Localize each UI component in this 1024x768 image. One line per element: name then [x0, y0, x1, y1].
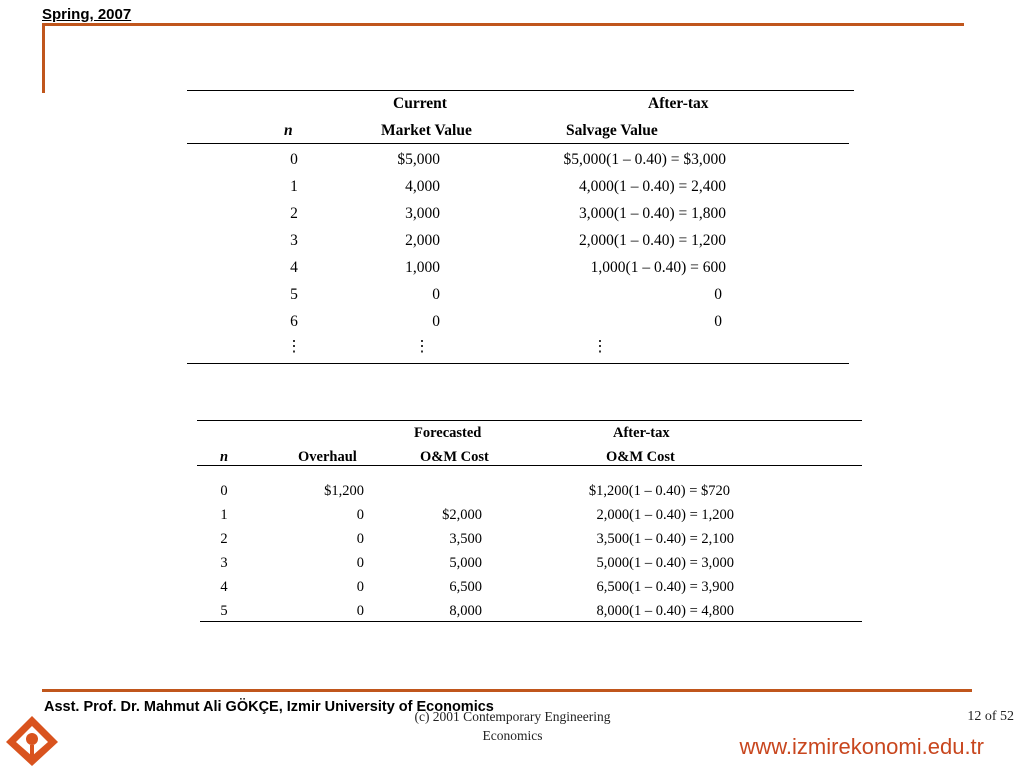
table2-aftertax-cell: 3,500(1 – 0.40) = 2,100: [596, 531, 734, 547]
table1-header-market-value: Market Value: [381, 122, 472, 139]
table1-n-cell: 4: [290, 259, 298, 276]
table2-overhaul-cell: 0: [356, 579, 364, 595]
table1-n-cell: 1: [290, 178, 298, 195]
table2-n-cell: 2: [220, 531, 228, 547]
page-indicator: [967, 709, 1014, 725]
table1-bottom-rule: [187, 363, 849, 364]
table1-header-aftertax: After-tax: [648, 95, 709, 112]
table2-n-cell: 5: [220, 603, 228, 619]
table2-om-cell: 8,000: [449, 603, 482, 619]
table1-ellipsis-market: ⋮: [414, 338, 430, 355]
table1-n-cell: 6: [290, 313, 298, 330]
copyright-line-1: (c) 2001 Contemporary Engineering: [414, 709, 611, 724]
table2-n-cell: 4: [220, 579, 228, 595]
table2-header-rule: [197, 465, 862, 466]
table2-header-forecasted: Forecasted: [414, 425, 482, 441]
table2-overhaul-cell: 0: [356, 555, 364, 571]
table1-salvage-cell: 3,000(1 – 0.40) = 1,800: [579, 205, 726, 222]
table2-overhaul-cell: $1,200: [324, 483, 364, 499]
table1-salvage-cell: 1,000(1 – 0.40) = 600: [590, 259, 726, 276]
page-number: 12: [967, 709, 982, 724]
table1-salvage-cell: 2,000(1 – 0.40) = 1,200: [579, 232, 726, 249]
table2-om-cell: 5,000: [449, 555, 482, 571]
table2-n-cell: 3: [220, 555, 228, 571]
table1-header-current: Current: [393, 95, 447, 112]
footer-accent-rule: [42, 689, 972, 692]
table2-bottom-rule: [200, 621, 862, 622]
table1-market-cell: 2,000: [405, 232, 440, 249]
table2-om-cell: 6,500: [449, 579, 482, 595]
table1-n-cell: 5: [290, 286, 298, 303]
table2-aftertax-cell: $1,200(1 – 0.40) = $720: [588, 483, 730, 499]
table1-n-cell: 0: [290, 151, 298, 168]
table1-ellipsis-n: ⋮: [286, 338, 302, 355]
table2-n-cell: 1: [220, 507, 228, 523]
table1-n-cell: 3: [290, 232, 298, 249]
table1-market-cell: 3,000: [405, 205, 440, 222]
table1-ellipsis-salvage: ⋮: [592, 338, 608, 355]
table2-aftertax-cell: 8,000(1 – 0.40) = 4,800: [596, 603, 734, 619]
left-accent-rule: [42, 23, 45, 93]
table2-top-rule: [197, 420, 862, 421]
table1-salvage-cell: 4,000(1 – 0.40) = 2,400: [579, 178, 726, 195]
table2-om-cell: 3,500: [449, 531, 482, 547]
table1-market-cell: 1,000: [405, 259, 440, 276]
table2-overhaul-cell: 0: [356, 507, 364, 523]
table1-top-rule: [187, 90, 854, 91]
table2-aftertax-cell: 2,000(1 – 0.40) = 1,200: [596, 507, 734, 523]
page-total: 52: [1000, 709, 1014, 724]
table2-header-om-cost-aftertax: O&M Cost: [606, 449, 675, 465]
slide-header-label: Spring, 2007: [42, 6, 132, 23]
table2-n-cell: 0: [220, 483, 228, 499]
copyright-line-2: Economics: [482, 728, 543, 743]
top-accent-rule: [42, 23, 964, 26]
table1-header-salvage-value: Salvage Value: [566, 122, 658, 139]
table2-header-n: n: [220, 449, 229, 465]
table1-salvage-cell: $5,000(1 – 0.40) = $3,000: [563, 151, 726, 168]
table2-header-overhaul: Overhaul: [298, 449, 357, 465]
table1-salvage-cell: 0: [714, 313, 722, 330]
izmir-economics-logo-icon: [2, 712, 62, 768]
table2-overhaul-cell: 0: [356, 603, 364, 619]
table1-market-cell: $5,000: [397, 151, 440, 168]
table1-header-rule: [187, 143, 849, 144]
table1-market-cell: 0: [432, 286, 440, 303]
table1-market-cell: 0: [432, 313, 440, 330]
university-url[interactable]: www.izmirekonomi.edu.tr: [739, 734, 984, 759]
page-of: of: [984, 709, 997, 724]
table1-salvage-cell: 0: [714, 286, 722, 303]
table1-n-cell: 2: [290, 205, 298, 222]
table2-header-aftertax: After-tax: [613, 425, 670, 441]
footer-author: Asst. Prof. Dr. Mahmut Ali GÖKÇE, Izmir University of Economics: [44, 699, 494, 715]
table2-header-om-cost: O&M Cost: [420, 449, 489, 465]
table2-overhaul-cell: 0: [356, 531, 364, 547]
table1-header-n: n: [284, 122, 293, 139]
table2-aftertax-cell: 6,500(1 – 0.40) = 3,900: [596, 579, 734, 595]
table2-om-cell: $2,000: [442, 507, 482, 523]
table2-aftertax-cell: 5,000(1 – 0.40) = 3,000: [596, 555, 734, 571]
table1-market-cell: 4,000: [405, 178, 440, 195]
